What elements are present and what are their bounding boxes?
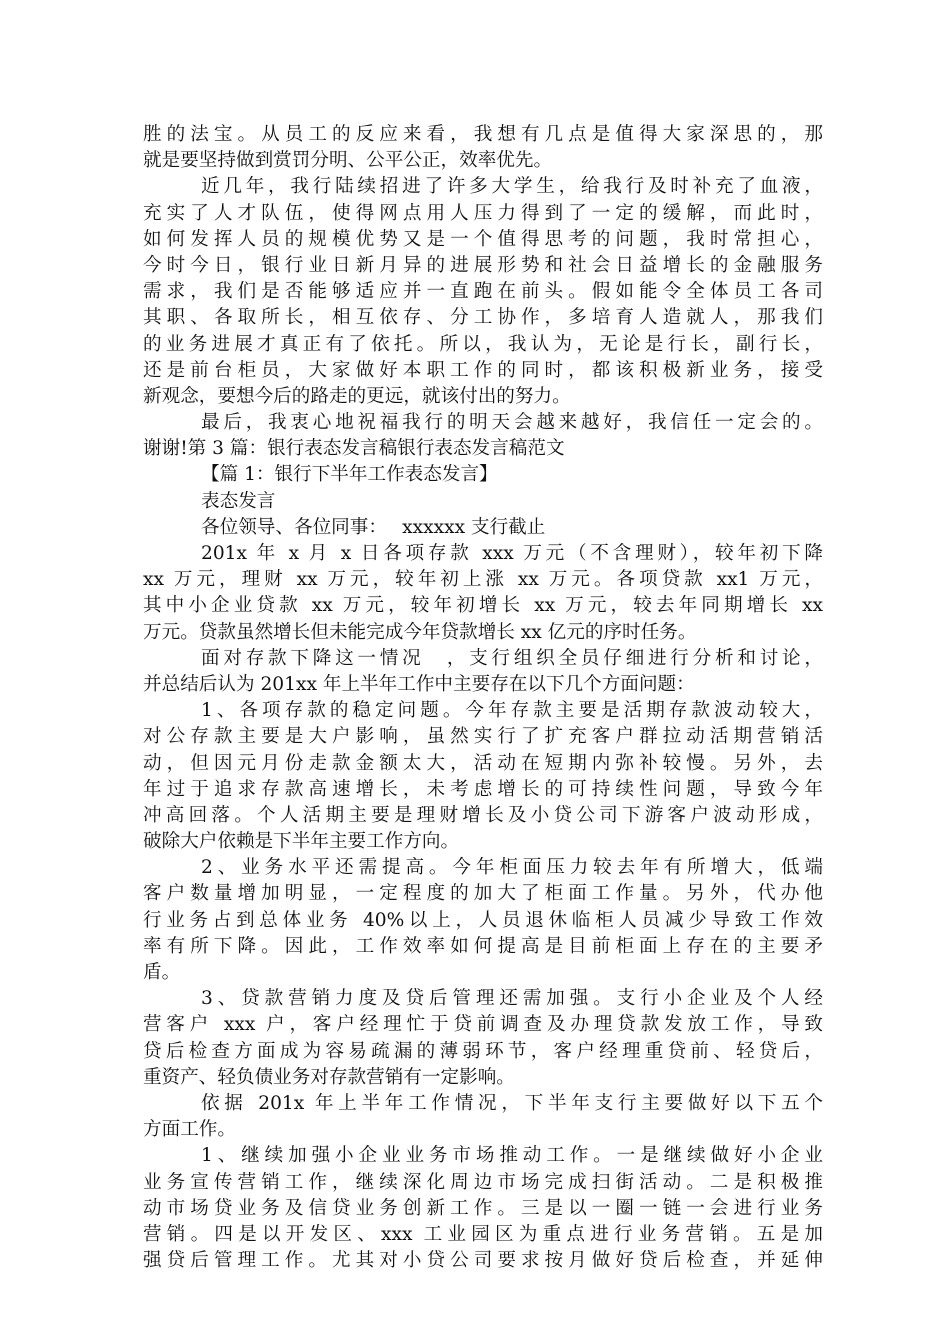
text-line: 其职、各取所长，相互依存、分工协作，多培育人造就人，那我们 [143,307,823,329]
text-line: 贷后检查方面成为容易疏漏的薄弱环节，客户经理重贷前、轻贷后， [143,1040,823,1062]
text-line: 3、贷款营销力度及贷后管理还需加强。支行小企业及个人经 [201,988,823,1010]
text-line: 表态发言 [201,490,276,512]
text-line: 面对存款下降这一情况 ，支行组织全员仔细进行分析和讨论， [201,647,823,669]
document-page [143,122,823,1274]
text-line: 重资产、轻负债业务对存款营销有一定影响。 [143,1066,515,1088]
text-line: 率有所下降。因此，工作效率如何提高是目前柜面上存在的主要矛 [143,935,823,957]
text-line: 客户数量增加明显，一定程度的加大了柜面工作量。另外，代办他 [143,883,823,905]
text-line: 胜的法宝。从员工的反应来看，我想有几点是值得大家深思的，那 [143,124,823,145]
text-line: 谢谢!第 3 篇：银行表态发言稿银行表态发言稿范文 [143,438,565,460]
text-line: 冲高回落。个人活期主要是理财增长及小贷公司下游客户波动形成， [143,804,823,826]
text-line: 对公存款主要是大户影响，虽然实行了扩充客户群拉动活期营销活 [143,726,823,748]
text-line: 近几年，我行陆续招进了许多大学生，给我行及时补充了血液， [201,176,823,198]
text-line: 动市场贷业务及信贷业务创新工作。三是以一圈一链一会进行业务 [143,1197,823,1219]
text-line: 方面工作。 [143,1119,236,1141]
text-line: 盾。 [143,962,181,983]
text-line: 的业务进展才真正有了依托。所以，我认为，无论是行长，副行长， [143,333,823,355]
text-line: 2、业务水平还需提高。今年柜面压力较去年有所增大，低端 [201,857,823,879]
text-line: 1、各项存款的稳定问题。今年存款主要是活期存款波动较大， [201,700,823,722]
text-line: 年过于追求存款高速增长，未考虑增长的可持续性问题，导致今年 [143,778,823,800]
text-line: 营销。四是以开发区、xxx 工业园区为重点进行业务营销。五是加 [143,1223,823,1245]
text-line: 1、继续加强小企业业务市场推动工作。一是继续做好小企业 [201,1145,823,1167]
text-line: 【篇 1：银行下半年工作表态发言】 [201,464,498,486]
text-line: 需求，我们是否能够适应并一直跑在前头。假如能令全体员工各司 [143,281,823,303]
text-line: 强贷后管理工作。尤其对小贷公司要求按月做好贷后检查，并延伸 [143,1250,823,1272]
text-line: 最后，我衷心地祝福我行的明天会越来越好，我信任一定会的。 [201,412,823,434]
text-line: 还是前台柜员，大家做好本职工作的同时，都该积极新业务，接受 [143,359,823,381]
text-line: 并总结后认为 201xx 年上半年工作中主要存在以下几个方面问题： [143,673,695,695]
text-line: 新观念，要想今后的路走的更远，就该付出的努力。 [143,385,571,407]
text-line: 充实了人才队伍，使得网点用人压力得到了一定的缓解，而此时， [143,202,823,224]
text-line: 如何发挥人员的规模优势又是一个值得思考的问题，我时常担心， [143,228,823,250]
text-line: 依据 201x 年上半年工作情况，下半年支行主要做好以下五个 [201,1092,823,1114]
text-line: 业务宣传营销工作，继续深化周边市场完成扫街活动。二是积极推 [143,1171,823,1193]
text-line: 今时今日，银行业日新月异的进展形势和社会日益增长的金融服务 [143,254,823,276]
text-line: 其中小企业贷款 xx 万元，较年初增长 xx 万元，较去年同期增长 xx [143,595,823,617]
text-line: 营客户 xxx 户，客户经理忙于贷前调查及办理贷款发放工作，导致 [143,1014,823,1036]
text-line: 行业务占到总体业务 40%以上，人员退休临柜人员减少导致工作效 [143,909,823,931]
text-line: xx 万元，理财 xx 万元，较年初上涨 xx 万元。各项贷款 xx1 万元， [143,569,823,591]
text-line: 万元。贷款虽然增长但未能完成今年贷款增长 xx 亿元的序时任务。 [143,621,697,643]
text-line: 破除大户依赖是下半年主要工作方向。 [143,831,460,853]
text-line: 动，但因元月份走款金额太大，活动在短期内弥补较慢。另外，去 [143,752,823,774]
text-line: 就是要坚持做到赏罚分明、公平公正，效率优先。 [143,150,553,172]
text-line: 201x 年 x 月 x 日各项存款 xxx 万元（不含理财），较年初下降 [201,543,823,564]
text-line: 各位领导、各位同事： xxxxxx 支行截止 [201,516,546,538]
